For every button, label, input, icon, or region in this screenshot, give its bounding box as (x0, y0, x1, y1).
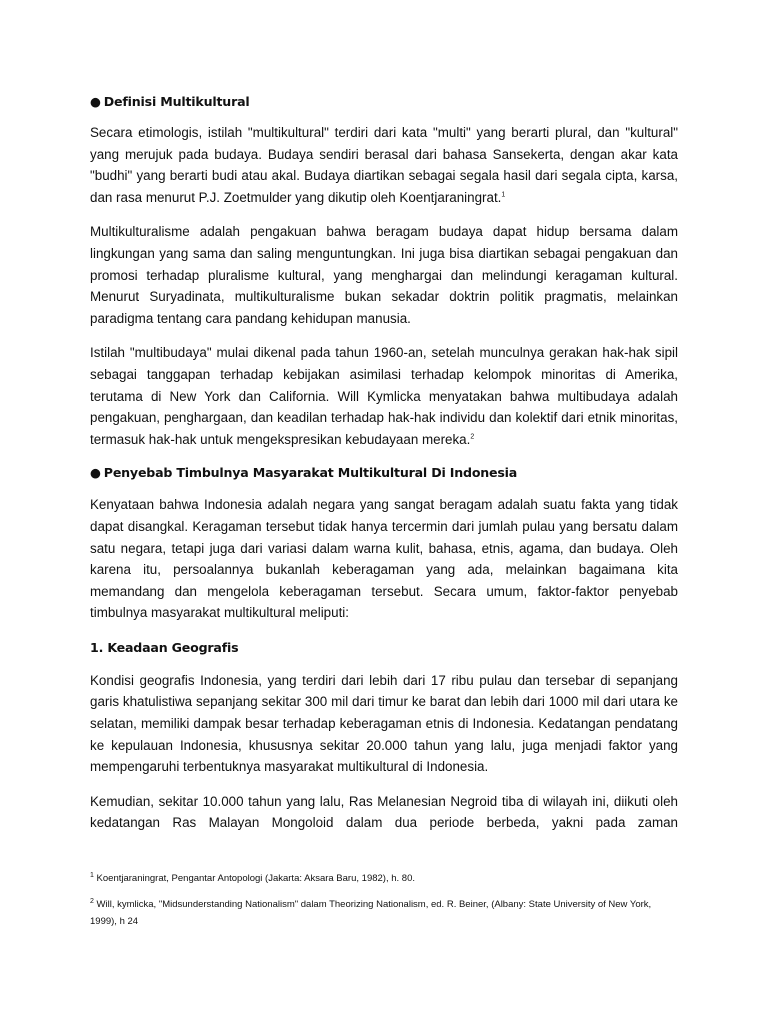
paragraph-multibudaya (90, 342, 678, 450)
footnote-ref-1: 1 (501, 191, 506, 199)
paragraph-kemudian (90, 791, 678, 834)
paragraph-text: Secara etimologis, istilah "multikultural" terdiri dari kata "multi" yang berarti plural, dan "kultural" yang merujuk pada budaya. Budaya sendiri berasal dari bahasa Sansekerta, dengan akar kata "budhi" yang berarti budi atau akal. Budaya diartikan sebagai segala hasil dari segala cipta, karsa, dan rasa menurut P.J. Zoetmulder yang dikutip oleh Koentjaraningrat. (90, 125, 678, 205)
section-heading-text: Penyebab Timbulnya Masyarakat Multikultural Di Indonesia (103, 465, 518, 481)
bullet-icon: ● (90, 94, 101, 109)
section-heading-penyebab (90, 463, 678, 483)
paragraph-multikulturalisme (90, 221, 678, 329)
paragraph-text: Kenyataan bahwa Indonesia adalah negara yang sangat beragam adalah suatu fakta yang tidak dapat disangkal. Keragaman tersebut tidak hanya tercermin dari jumlah pulau yang bersatu dalam satu negara, tetapi juga dari variasi dalam warna kulit, bahasa, etnis, agama, dan budaya. Oleh karena itu, persoalannya bukanlah keberagaman yang ada, melainkan bagaimana kita memandang dan mengelola keberagaman tersebut. Secara umum, faktor-faktor penyebab timbulnya masyarakat multikultural meliputi: (90, 497, 678, 621)
footnote-text: Koentjaraningrat, Pengantar Antopologi (Jakarta: Aksara Baru, 1982), h. 80. (96, 873, 416, 884)
footnote-number: 2 (90, 897, 94, 905)
section-heading-definisi (90, 92, 678, 112)
footnote-number: 1 (90, 871, 94, 879)
section-heading-text: Definisi Multikultural (103, 94, 250, 109)
paragraph-etimologi (90, 122, 678, 208)
paragraph-text: Kemudian, sekitar 10.000 tahun yang lalu, Ras Melanesian Negroid tiba di wilayah ini, diikuti oleh kedatangan Ras Malayan Mongoloid dalam dua periode berbeda, yakni pada zaman (90, 793, 678, 831)
document-body (90, 92, 678, 834)
subsection-heading-text: 1. Keadaan Geografis (90, 639, 239, 655)
footnote-1 (90, 870, 680, 887)
footnote-2 (90, 896, 680, 930)
paragraph-text: Multikulturalisme adalah pengakuan bahwa beragam budaya dapat hidup bersama dalam lingkungan yang sama dan saling menguntungkan. Ini juga bisa diartikan sebagai pengakuan dan promosi terhadap pluralisme kultural, yang menghargai dan melindungi keragaman kultural. Menurut Suryadinata, multikulturalisme bukan sekadar doktrin politik pragmatis, melainkan paradigma tentang cara pandang kehidupan manusia. (90, 224, 678, 326)
paragraph-text: Kondisi geografis Indonesia, yang terdiri dari lebih dari 17 ribu pulau dan tersebar di sepanjang garis khatulistiwa sepanjang sekitar 300 mil dari timur ke barat dan lebih dari 1000 mil dari utara ke selatan, memiliki dampak besar terhadap keberagaman etnis di Indonesia. Kedatangan pendatang ke kepulauan Indonesia, khususnya sekitar 20.000 tahun yang lalu, juga menjadi faktor yang mempengaruhi terbentuknya masyarakat multikultural di Indonesia. (90, 672, 678, 775)
subsection-heading-geografis (90, 638, 678, 658)
paragraph-kondisi-geografis (90, 670, 678, 778)
paragraph-text: Istilah "multibudaya" mulai dikenal pada tahun 1960-an, setelah munculnya gerakan hak-hak sipil sebagai tanggapan terhadap kebijakan asimilasi terhadap kelompok minoritas di Amerika, terutama di New York dan California. Will Kymlicka menyatakan bahwa multibudaya adalah pengakuan, penghargaan, dan keadilan terhadap hak-hak individu dan kolektif dari etnik minoritas, termasuk hak-hak untuk mengekspresikan kebudayaan mereka. (90, 345, 678, 447)
footnotes (90, 870, 680, 939)
paragraph-kenyataan (90, 494, 678, 624)
footnote-ref-2: 2 (470, 433, 475, 441)
footnote-text: Will, kymlicka, "Midsunderstanding Nationalism" dalam Theorizing Nationalism, ed. R. Beiner, (Albany: State University of New York, 1999), h 24 (90, 899, 652, 927)
bullet-icon: ● (90, 465, 101, 481)
